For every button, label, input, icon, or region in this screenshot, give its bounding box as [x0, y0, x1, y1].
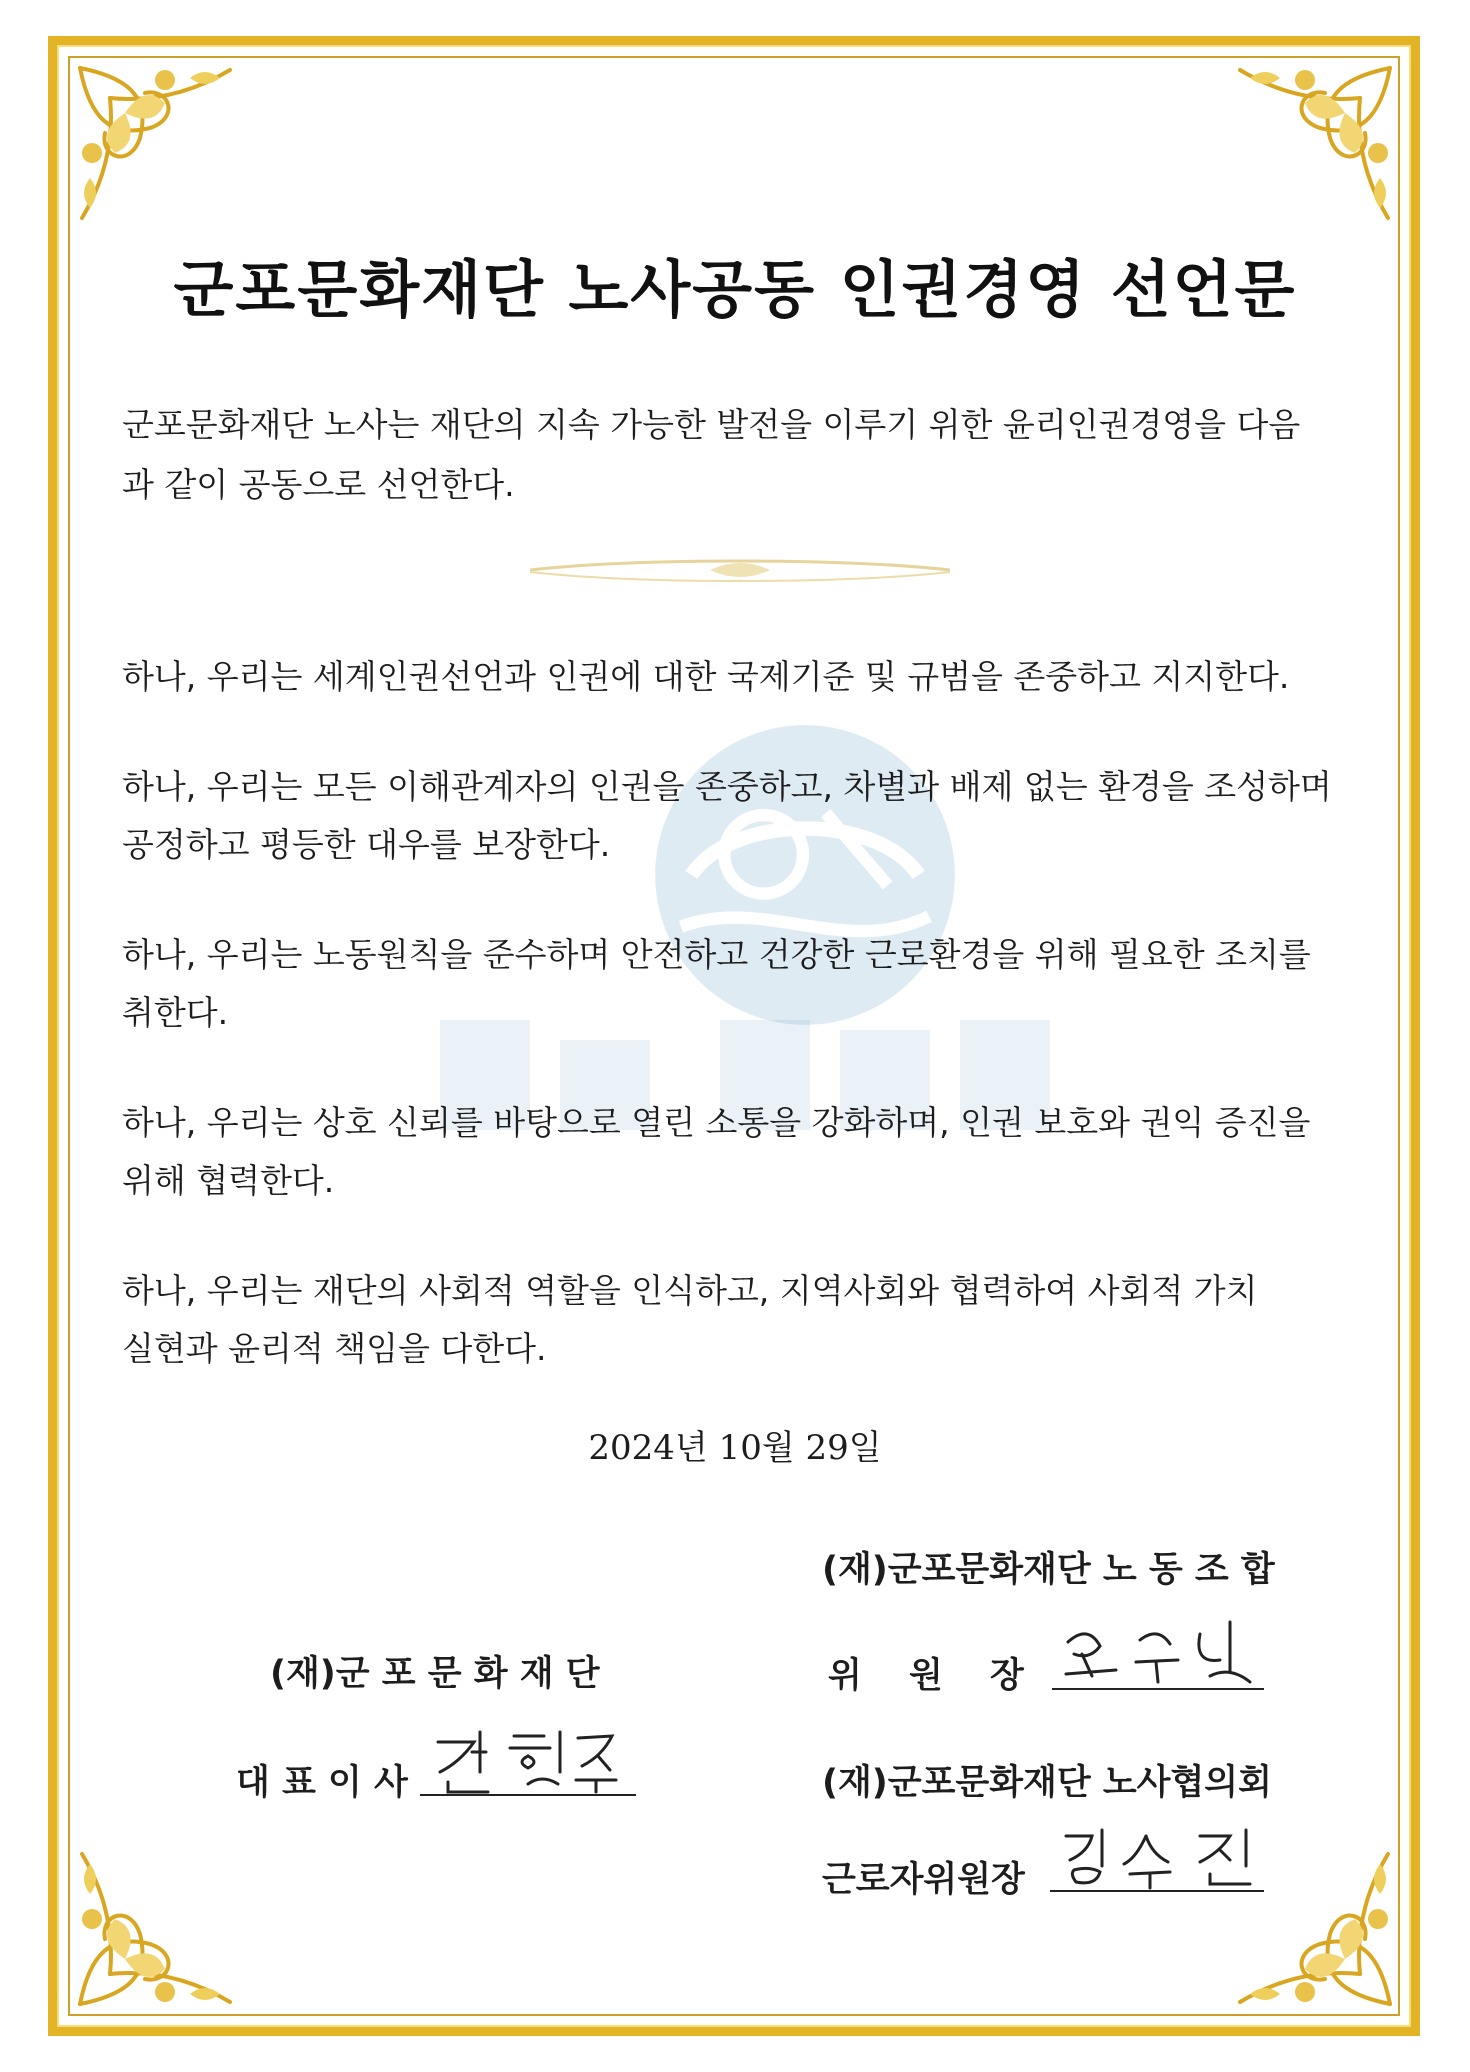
- corner-ornament-icon: [70, 1814, 270, 2014]
- corner-ornament-icon: [70, 58, 270, 258]
- declaration-date: 2024년 10월 29일: [588, 1428, 882, 1468]
- clause-list: [122, 648, 1344, 1430]
- list-item: 하나, 우리는 상호 신뢰를 바탕으로 열린 소통을 강화하며, 인권 보호와 권익 증진을 위해 협력한다.: [122, 1103, 1311, 1200]
- council-signature-icon: [1060, 1822, 1265, 1892]
- foundation-org-label: (재)군 포 문 화 재 단: [270, 1654, 600, 1694]
- corner-ornament-icon: [1200, 58, 1400, 258]
- council-title-label: 근로자위원장: [822, 1860, 1025, 1900]
- list-item: 하나, 우리는 노동원칙을 준수하며 안전하고 건강한 근로환경을 위해 필요한 조치를 취한다.: [122, 935, 1311, 1032]
- list-item: 하나, 우리는 모든 이해관계자의 인권을 존중하고, 차별과 배제 없는 환경을 조성하며 공정하고 평등한 대우를 보장한다.: [122, 767, 1332, 864]
- divider-ornament-icon: [520, 540, 960, 600]
- union-title-label: 위 원 장: [828, 1656, 1024, 1696]
- council-org-label: (재)군포문화재단 노사협의회: [822, 1763, 1272, 1803]
- union-org-label: (재)군포문화재단 노 동 조 합: [822, 1550, 1275, 1590]
- list-item: 하나, 우리는 세계인권선언과 인권에 대한 국제기준 및 규범을 존중하고 지지한다.: [122, 657, 1290, 696]
- page-title: 군포문화재단 노사공동 인권경영 선언문: [173, 253, 1297, 326]
- foundation-signature-icon: [428, 1722, 638, 1796]
- list-item: 하나, 우리는 재단의 사회적 역할을 인식하고, 지역사회와 협력하여 사회적 가치 실현과 윤리적 책임을 다한다.: [122, 1271, 1258, 1368]
- intro-paragraph: 군포문화재단 노사는 재단의 지속 가능한 발전을 이루기 위한 윤리인권경영을 다음과 같이 공동으로 선언한다.: [122, 405, 1301, 504]
- union-signature-icon: [1060, 1612, 1265, 1690]
- foundation-title-label: 대 표 이 사: [236, 1763, 408, 1803]
